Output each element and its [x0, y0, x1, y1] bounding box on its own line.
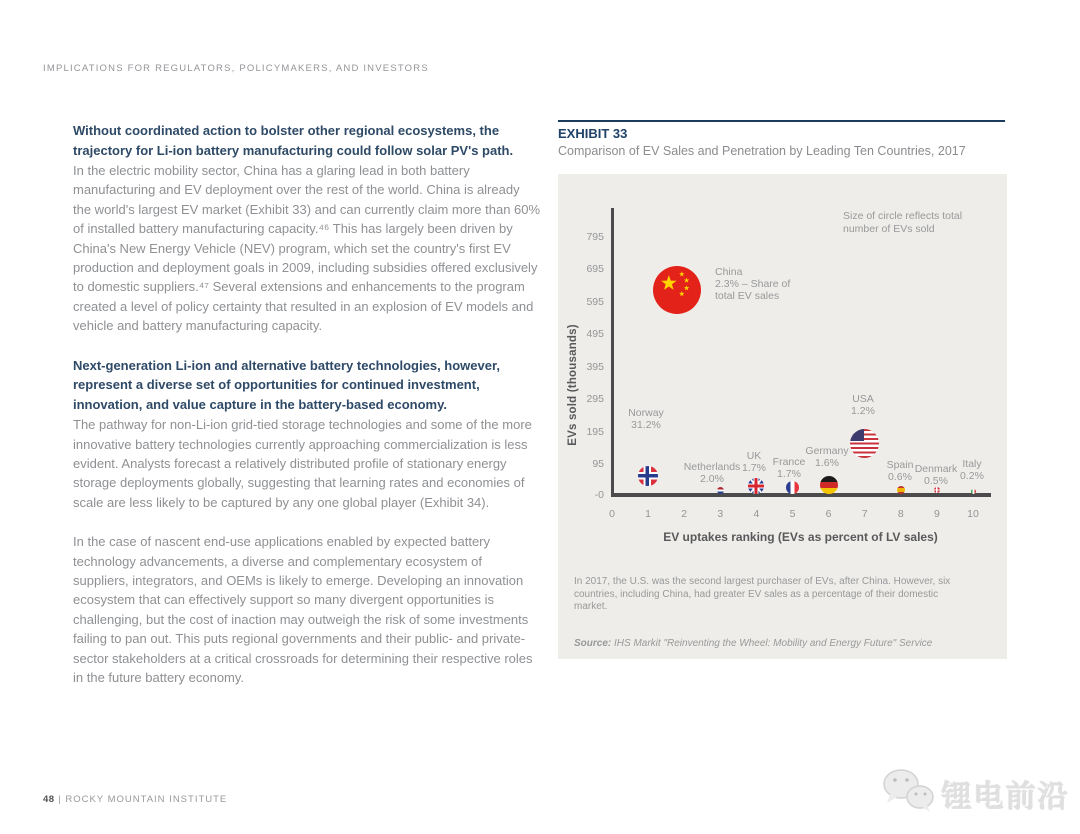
y-tick-label: 595 [586, 295, 604, 308]
y-tick-label: 95 [592, 458, 604, 471]
netherlands-label: Netherlands 2.0% [683, 461, 741, 485]
x-tick-label: 9 [933, 508, 940, 520]
footer-org: ROCKY MOUNTAIN INSTITUTE [65, 794, 228, 805]
spain-label: Spain 0.6% [886, 459, 914, 483]
y-axis-title: EVs sold (thousands) [567, 324, 579, 446]
exhibit-source [574, 638, 974, 649]
watermark [880, 764, 1070, 819]
y-tick-label: 395 [586, 360, 604, 373]
page-number: 48 [43, 794, 55, 805]
article-section [73, 532, 541, 687]
italy-flag-icon [971, 489, 976, 494]
bubble-size-note: Size of circle reflects total number of EVs sold [843, 210, 963, 235]
x-tick-label: 4 [753, 508, 760, 520]
usa-flag-canton [850, 429, 864, 441]
y-tick-label: 195 [586, 425, 604, 438]
section-body: In the electric mobility sector, China has a glaring lead in both battery manufacturing and EV deployment over the rest of the world. China is already the world's largest EV market (Exhibit 33) and can currently claim more than 60% of installed battery manufacturing capacity.⁴⁶ This has largely been driven by China's New Energy Vehicle (NEV) program, which set the country's first EV production and deployment goals in 2009, including subsidies offered exclusively to domestic suppliers.⁴⁷ Several extensions and enhancements to the program created a level of policy certainty that resulted in an explosion of EV models and vehicle and battery manufacturing capacity. [73, 163, 541, 334]
italy-label: Italy 0.2% [960, 458, 984, 482]
spain-flag-icon [897, 486, 905, 494]
x-tick-label: 6 [825, 508, 832, 520]
france-label: France 1.7% [772, 456, 806, 480]
x-tick-label: 1 [645, 508, 652, 520]
france-flag-icon [786, 481, 799, 494]
footer-separator: | [58, 794, 62, 805]
x-tick-label: 3 [717, 508, 724, 520]
section-body: In the case of nascent end-use applications enabled by expected battery technology advancements, a diverse and complementary ecosystem of suppliers, integrators, and OEMs is likely to emerge. Developing an innovation ecosystem that can effectively support so many divergent opportunities is challenging, but the cost of inaction may outweigh the risk of some investments failing to pan out. This puts regional governments and their public- and private-sector stakeholders at a critical crossroads for determining their respective roles in the future battery economy. [73, 534, 533, 686]
x-tick-label: 10 [967, 508, 979, 520]
exhibit-footnote: In 2017, the U.S. was the second largest purchaser of EVs, after China. However, six countries, including China, had greater EV sales as a percentage of their domestic market. [574, 576, 951, 612]
source-text: IHS Markit "Reinventing the Wheel: Mobility and Energy Future" Service [611, 638, 933, 649]
watermark-text: 锂电前沿 [942, 781, 1070, 814]
x-tick-label: 0 [609, 508, 615, 520]
y-axis-line [611, 208, 614, 496]
exhibit-caption: Comparison of EV Sales and Penetration by Leading Ten Countries, 2017 [558, 144, 966, 158]
y-tick-label: -0 [594, 489, 604, 501]
y-tick-label: 695 [586, 263, 604, 276]
uk-flag-icon [748, 478, 764, 494]
china-flag-icon [653, 266, 701, 314]
germany-flag-icon [820, 476, 838, 494]
exhibit-label: EXHIBIT 33 [558, 126, 628, 141]
section-heading: Without coordinated action to bolster other regional ecosystems, the trajectory for Li-ion battery manufacturing could follow solar PV's path. [73, 123, 514, 158]
y-tick-label: 495 [586, 328, 604, 341]
x-axis-title: EV uptakes ranking (EVs as percent of LV sales) [663, 530, 938, 544]
section-body: The pathway for non-Li-ion grid-tied storage technologies and some of the more innovative battery technologies currently approaching commercialization is less evident. Analysts forecast a relatively distributed profile of stationary energy storage deployments globally, suggesting that learning rates and economies of scale are less likely to be captured by any one global player (Exhibit 34). [73, 417, 532, 510]
x-axis-line [611, 493, 991, 497]
usa-flag-icon [850, 429, 879, 458]
exhibit-chart-panel [558, 174, 1007, 659]
article-section [73, 356, 541, 513]
y-tick-label: 295 [586, 393, 604, 406]
germany-label: Germany 1.6% [805, 445, 849, 469]
x-tick-label: 8 [897, 508, 904, 520]
section-heading: Next-generation Li-ion and alternative battery technologies, however, represent a diverse set of opportunities for continued investment, innovation, and value capture in the battery-based economy. [73, 357, 500, 412]
netherlands-flag-icon [717, 487, 724, 494]
uk-label: UK 1.7% [742, 450, 766, 474]
usa-label: USA 1.2% [851, 393, 875, 417]
x-tick-label: 7 [861, 508, 868, 520]
norway-label: Norway 31.2% [628, 407, 664, 431]
china-label: China 2.3% – Share of total EV sales [715, 266, 791, 302]
page-kicker: IMPLICATIONS FOR REGULATORS, POLICYMAKERS, AND INVESTORS [43, 63, 429, 74]
exhibit-rule [558, 120, 1005, 122]
page-footer [43, 794, 227, 805]
x-tick-label: 5 [789, 508, 796, 520]
denmark-label: Denmark 0.5% [914, 463, 958, 487]
x-tick-label: 2 [681, 508, 688, 520]
source-label: Source: [574, 638, 612, 649]
article-section [73, 121, 541, 336]
article-column [73, 121, 541, 707]
wechat-icon [880, 766, 938, 821]
y-tick-label: 795 [586, 230, 604, 243]
norway-flag-icon [638, 466, 658, 486]
